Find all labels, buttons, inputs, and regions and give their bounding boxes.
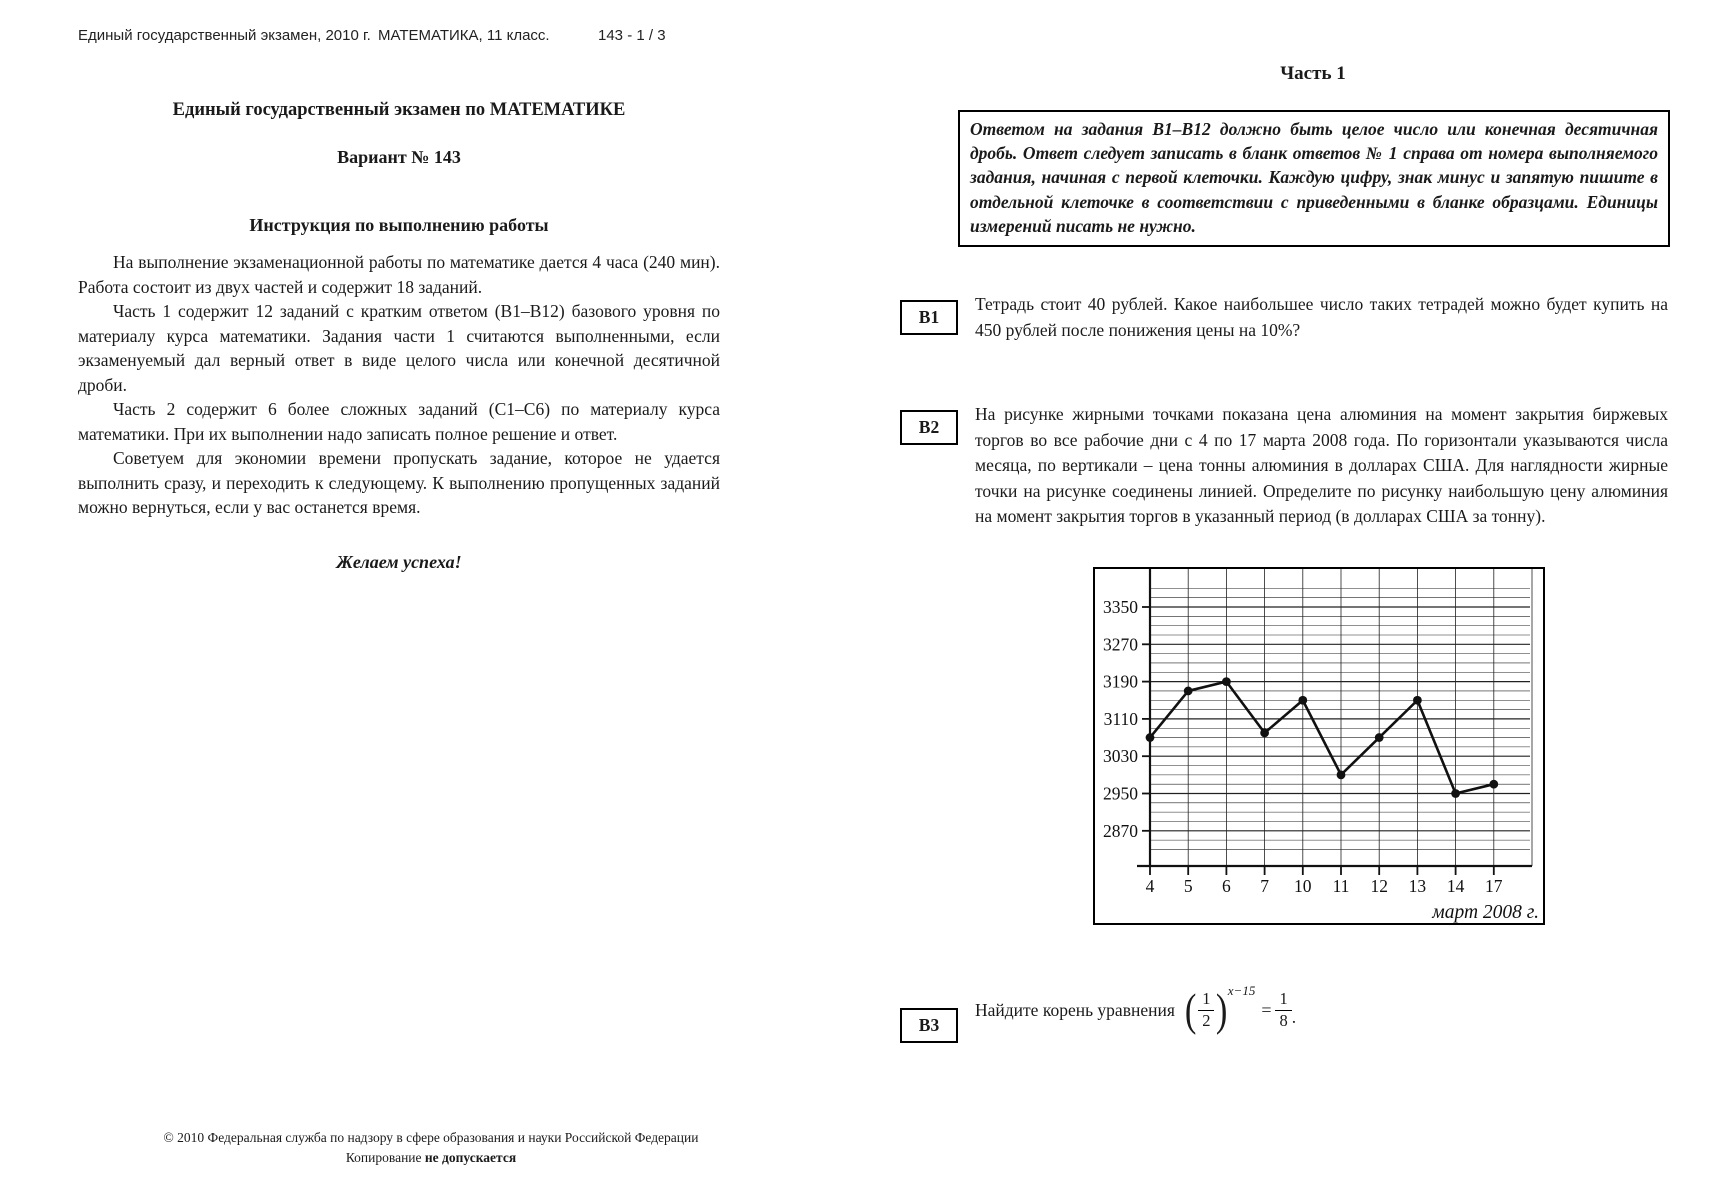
header-subject: МАТЕМАТИКА, 11 класс. [378,27,550,44]
left-column [78,0,720,1193]
variant-number: Вариант № 143 [337,147,461,167]
instruction-paragraph [78,250,720,299]
svg-text:2870: 2870 [1103,820,1138,841]
numerator: 1 [1275,990,1291,1011]
paragraph-text: Советуем для экономии времени пропускать задание, которое не удается выполнить сразу, и переходить к следующему. К выполнению пропущенных заданий можно вернуться, если у вас останется время. [78,448,720,518]
svg-text:4: 4 [1145,876,1155,896]
numerator: 1 [1198,990,1214,1011]
header-exam-name: Единый государственный экзамен, 2010 г. [78,27,371,44]
footer [78,1128,784,1168]
paragraph-text: Часть 1 содержит 12 заданий с кратким ответом (В1–В12) базового уровня по материалу курса математики. Задания части 1 считаются выполненными, если экзаменуемый дал верный ответ в виде целого числа или конечной десятичной дроби. [78,301,720,395]
problem-label-b3: В3 [900,1008,958,1043]
instruction-paragraph [78,397,720,446]
rhs-fraction [1275,990,1291,1031]
paragraph-text: Часть 2 содержит 6 более сложных заданий (С1–С6) по материалу курса математики. При их выполнении надо записать полное решение и ответ. [78,399,720,444]
denominator: 2 [1202,1010,1211,1030]
svg-text:6: 6 [1222,876,1231,896]
equals-sign: = [1261,999,1272,1020]
problem-text-b3: Найдите корень уравнения [975,999,1175,1020]
problem-text-b2: На рисунке жирными точками показана цена алюминия на момент закрытия биржевых торгов во все рабочие дни с 4 по 17 марта 2008 года. По горизонтали указываются числа месяца, по вертикали – цена тонны алюминия в долларах США. Для наглядности жирные точки на рисунке соединены линией. Определите по рисунку наибольшую цену алюминия на момент закрытия торгов в указанный период (в долларах США за тонну). [975,404,1668,526]
svg-text:17: 17 [1485,876,1503,896]
answer-instructions-box: Ответом на задания В1–В12 должно быть целое число или конечная десятичная дробь. Ответ следует записать в бланк ответов № 1 справа от номера выполняемого задания, начиная с первой клеточки. Каждую цифру, знак минус и запятую пишите в отдельной клеточке в соответствии с приведенными в бланке образцами. Единицы измерений писать не нужно. [958,110,1670,247]
svg-text:март 2008 г.: март 2008 г. [1432,902,1539,923]
copyright-line: © 2010 Федеральная служба по надзору в сфере образования и науки Российской Федерации [163,1130,699,1145]
no-copy-bold: не допускается [424,1150,517,1165]
page-title: Единый государственный экзамен по МАТЕМАТИКЕ [172,100,626,120]
problem-text-b1: Тетрадь стоит 40 рублей. Какое наибольшее число таких тетрадей можно будет купить на 450 рублей после понижения цены на 10%? [975,294,1668,340]
exponent: x−15 [1227,982,1256,998]
denominator: 8 [1279,1010,1288,1030]
svg-text:3270: 3270 [1103,634,1138,655]
svg-text:3110: 3110 [1103,708,1138,729]
svg-text:3350: 3350 [1103,597,1138,617]
instruction-paragraph [78,446,720,520]
header-page-number: 143 - 1 / 3 [598,27,666,44]
svg-text:13: 13 [1408,876,1427,896]
svg-text:2950: 2950 [1103,783,1138,804]
equation-b3: ( $\frac{1}{2}$ ) x−15 = $\frac{1}{8}$ . [1183,990,1296,1031]
svg-text:14: 14 [1446,876,1465,896]
instruction-heading: Инструкция по выполнению работы [249,215,549,235]
good-luck-note: Желаем успеха! [336,552,462,572]
period: . [1291,1007,1297,1028]
svg-text:7: 7 [1260,876,1269,896]
problem-b3 [975,982,1668,1036]
price-chart [1093,567,1545,925]
no-copy-prefix: Копирование [345,1150,425,1165]
problem-label-b1: В1 [900,300,958,335]
svg-text:3030: 3030 [1103,746,1138,767]
svg-text:3190: 3190 [1103,671,1138,692]
base-fraction [1198,990,1214,1031]
svg-text:5: 5 [1183,876,1193,896]
part-1-heading: Часть 1 [1280,63,1346,84]
problem-label-b2: В2 [900,410,958,445]
svg-text:12: 12 [1370,876,1388,896]
svg-text:11: 11 [1332,876,1350,896]
svg-text:10: 10 [1294,876,1312,896]
instruction-paragraph [78,299,720,397]
paragraph-text: На выполнение экзаменационной работы по математике дается 4 часа (240 мин). Работа состоит из двух частей и содержит 18 заданий. [78,252,720,297]
no-copy-line [78,1148,784,1168]
